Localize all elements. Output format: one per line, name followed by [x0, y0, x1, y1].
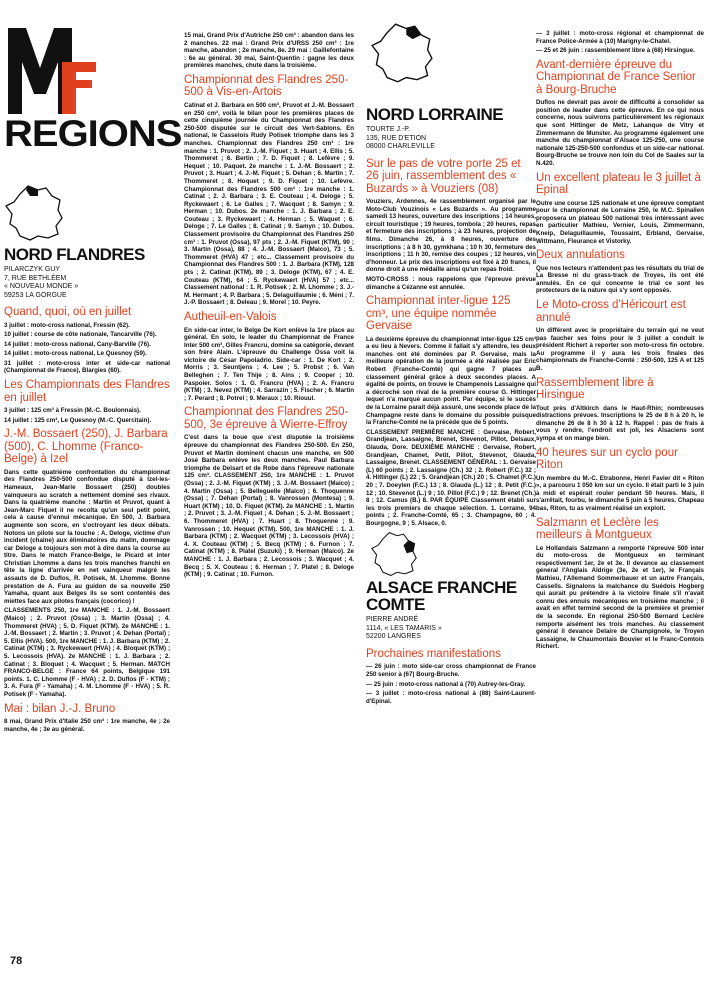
agenda-item: — 3 juillet : moto-cross régional et championnat de France Police-Armée à (10) Marigny-le-Chatel.: [536, 30, 704, 45]
article-body: Outre une course 125 nationale et une épreuve comptant pour le championnat de Lorraine 250, le M.C. Spinalien proposera un plateau 500 national très intéressant avec en particulier Mathieu, Vernier, Louis, Zimmermann, Kneip, Delaguillaumie, Toussaint, Erbland, Gervaise, Wittmann, Fleurance et Vistorky.: [536, 199, 704, 245]
agenda-item: — 26 juin : moto side-car cross championnat de France 250 senior à (67) Bourg-Bruche.: [366, 663, 536, 679]
headline: Autheuil-en-Valois: [184, 311, 277, 323]
address-line: PIERRE ANDRÉ: [366, 616, 419, 624]
agenda-item: 14 juillet : moto-cross national, Cany-Barville (76).: [4, 340, 151, 348]
region-title-nord-lorraine: NORD LORRAINE: [366, 105, 504, 124]
headline: Avant-dernière épreuve du Championnat de France Senior à Bourg-Bruche: [536, 58, 696, 96]
france-map-lorraine: [366, 18, 536, 104]
headline: Championnat inter-ligue 125 cm³, une équipe nommée Gervaise: [366, 295, 511, 333]
address-line: « NOUVEAU MONDE »: [4, 283, 79, 290]
agenda-item: — 25 juin : moto-cross national à (70) Autrey-les-Gray.: [366, 680, 526, 688]
address-line: 1114, « LES TAMARIS »: [366, 624, 442, 632]
address-line: TOURTE J.-P.: [366, 126, 410, 133]
regions-title: REGIONS: [4, 113, 182, 155]
column-2: [184, 32, 354, 581]
agenda-item: 14 juillet : 125 cm³, Le Quesnoy (M.-C. Quercitain).: [4, 416, 152, 424]
headline: 40 heures sur un cyclo pour Riton: [536, 446, 678, 472]
headline: Le Moto-cross d'Héricourt est annulé: [536, 299, 686, 324]
agenda-item: 10 juillet : course de côte nationale, Tancarville (76).: [4, 331, 157, 339]
article-body: MOTO-CROSS : nous rappelons que l'épreuve prévue dimanche à Cézanne est annulée.: [366, 275, 536, 291]
agenda-item: 3 juillet : moto-cross national, Fressin (62).: [4, 321, 130, 329]
article-body: La deuxième épreuve du championnat inter-ligue 125 cm³ a eu lieu à Nevers. Comme il fallait s'y attendre, les deux manches ont été dominées par P. Gervaise, mais la meilleure opération de la journée a été réalisée par Eric Robert (Franche-Comté) qui gagne 7 places au classement général grâce à deux secondes places. A égalité de points, on trouve le Champenois Lassaigne qui a décroché son rival de la première course G. Hittinger lequel n'a marqué aucun point. Par équipe, si le succès de la Lorraine parait déjà assuré, une seconde place de la Champagne reste dans le domaine du possible puisque la Franche-Comté ne la précède que de 5 points.: [366, 335, 536, 427]
agenda-item: 3 juillet : 125 cm³ à Fressin (M.-C. Boulonnais).: [4, 407, 141, 415]
article-body: En side-car inter, le Belge De Kort enlève la 1re place au général. En solo, le leader du Championnat de France Inter 500 cm³, Gilles Francru, domine sa catégorie, devant son frère Alain. L'épreuve du Challenge Ossa voit la victoire de César Papoladrio. Side-car : 1. De Kort ; 2. Morris ; 3. Seuntjens ; 4. Lee ; 5. Probst ; 6. Van Belleghen ; 7. Ten Thije ; 8. Ains ; 9. Cooper ; 10. Paspoier. Solos : 1. G. Francru (HVA) ; 2. A. Francru (KTM) ; 3. Nevez (KTM) ; 4. Sarrazin ; 5. Fischer ; 6. Martin ; 7. Perard ; 8. Potrel ; 9. Meraux ; 10. Riouul.: [184, 326, 354, 402]
agenda-item: — 25 et 26 juin : rassemblement libre à (68) Hirsingue.: [536, 47, 695, 55]
article-body: Vouziers, Ardennes, 4e rassemblement organisé par le Moto-Club Vouzinois « Les Buzards ». Au programme samedi 13 heures, ouverture des inscriptions ; 14 heures, circuit touristique ; 19 heures, tombola ; 20 heures, repas et fermeture des inscriptions ; à 23 heures, projection de films. Dimanche 26, à 8 heures, ouverture des inscriptions ; à 8 h 30, gymkhana ; 10 h 30, fermeture des inscriptions ; 11 h 30, remise des coupes ; 12 heures, vin d'honneur. Le prix des inscriptions est fixé à 20 francs, il donne droit à une médaille ainsi qu'un repas froid.: [366, 198, 536, 274]
results-list: CLASSEMENT PREMIÈRE MANCHE : Gervaise, Robert, Grandjean, Lassaigne, Brenet, Stevenot, Pillot, Delsaux, Glauda, Dore. DEUXIÈME MANCHE : Gervaise, Robert, Grandjean, Chamet, Petit, Pillot, Stevenot, Glauda, Lassaigne, Brenet. CLASSEMENT GÉNÉRAL : 1. Gervaise (L) 60 points ; 2. Lassaigne (Ch.) 32 ; 2. Robert (F.C.) 32 ; 4. Hittinger (L) 22 ; 5. Grandjean (Ch.) 20 ; 5. Chamet (F.C.) 20 ; 7. Doeylen (F.C.) 13 ; 8. Glauda (L.) 12 ; 8. Petit (F.C.) 12 ; 10. Stevenot (L.) 9 ; 10. Pillot (F.C.) 9 ; 12. Brenet (Ch.) 8 ; 12. Camus (B.) 8. PAR ÉQUIPE Classement établi sur les trois premiers de chaque sélection. 1. Lorraine, 94 points ; 2. Franche-Comté, 65 ; 3. Champagne, 60 ; 4. Bourgogne, 9 ; 5. Alsace, 0.: [366, 428, 536, 527]
address-line: 52200 LANGRES: [366, 633, 421, 641]
region-title-alsace: ALSACE FRANCHE COMTE: [366, 578, 517, 615]
agenda-item: 14 juillet : moto-cross national, Le Quesnoy (59).: [4, 350, 147, 358]
headline: Deux annulations: [536, 249, 625, 262]
article-body: Catinat et J. Barbara en 500 cm³, Pruvot et J.-M. Bossaert en 250 cm³, voilà le bilan pour les premières places de cette cinquième journée du Championnat des Flandres 250-500 disputée sur le circuit des Vert-Sablons. En national, le Casselois Rudy Potisek triomphe dans les 3 manches. Championnat des Flandres 250 cm³ : 1re manche : 1. Pruvot ; 2. J.-M. Fiquet ; 3. Huart ; 4. Ellis ; 5. Thommeret ; 6. Bertin ; 7. D. Fiquet ; 8. Lefèvre ; 9. Hequet ; 10. Paquet. 2e manche : 1. J.-M. Bossaert ; 2. Pruvot ; 3. Huart ; 4. J.-M. Fiquet ; 5. Dehan ; 6. Martin ; 7. Thommeret ; 8. Hoquet ; 9. D. Fiquet ; 10. Lefèvre. Championnat des Flandres 500 cm³ : 1re manche : 1. Catinat ; 2. J. Barbara ; 3. E. Couteau ; 4. Deloge ; 5. Ryckewaert ; 6. Le Galles ; 7. Wacquet ; 8. Samyn ; 9. Herman ; 10. Dubos. 2e manche : 1. J. Barbara ; 2. E. Couteau ; 3. Ryckewaert ; 4. Herman ; 5. Waquet ; 6. Deloge ; 7. Le Galles ; 8. Catinat ; 9. Samyn ; 10. Dubos. Classement provisoire du Championnat des Flandres 250 cm³ : 1. Pruvot (Ossa), 97 pts ; 2. J.-M. Fiquet (KTM), 90 ; 3. Martin (Ossa), 88 ; 4. J.-M. Bossaert (Maico), 73 ; 5. Thommeret (HVA) 47 ; etc... Classement provisoire du Championnat des Flandres 500 : 1. J. Barbara (KTM), 128 pts ; 2. Catinat (KTM), 89 ; 3. Deloge (KTM), 67 ; 4. E. Couteau (KTM), 64 ; 5. Ryckewaert (HVA) 57 ; etc... Classement national : 1. R. Potisek ; 2. M. Lhomme ; 3. J.-M. Hermant ; 4. P. Barbara ; 5. Delaguillaumie ; 6. Méni ; 7. J.-P. Bossaert ; 8. Deleau ; 9. Morel ; 10. Peyre.: [184, 101, 354, 307]
article-body: 15 mai, Grand Prix d'Autriche 250 cm³ : abandon dans les 2 manches. 22 mai : Grand Prix d'URSS 250 cm³ : 1re manche, abandon ; 2e manche, 8e. 29 mai : Gaillefontaine : 6e au général. 30 mai, Saint-Quentin : gagne les deux premières manches, chute dans la troisième.: [184, 32, 354, 70]
region-title-nord-flandres: NORD FLANDRES: [4, 245, 145, 264]
column-3: [366, 0, 536, 707]
mf-logo-icon: [6, 22, 98, 118]
correspondent-address: [4, 266, 170, 300]
address-line: 7, RUE BETHLÉEM: [4, 274, 67, 282]
results-list: CLASSEMENTS 250, 1re MANCHE : 1. J.-M. Bossaert (Maico) ; 2. Pruvot (Ossa) ; 3. Martin (Ossa) ; 4. Thommeret (HVA) ; 5. D. Fiquet (KTM). 2e MANCHE : 1. J.-M. Bossaert ; 2. Martin ; 3. Pruvot ; 4. Dehan (Portal) ; 5. Ellis (HVA). 500, 1re MANCHE : 1. J. Barbara (KTM) ; 2. Catinat (KTM) ; 3. Ryckewaert (HVA) ; 4. Bloquet (KTM) ; 5. Lecossois (HVA). 2e MANCHE : 1. J. Barbara ; 2. Catinat ; 3. Bloquet ; 4. Wacquet ; 5. Herman. MATCH FRANCO-BELGE : France 64 points, Belgique 191 points. 1. C. Lhomme (F - HVA) ; 2. D. Duflos (F - KTM) ; 3. A. Fura (F - Yamaha) ; 4. M. Lhomme (F - HVA) ; 5. R. Potisek (F - Yamaha).: [4, 607, 170, 698]
article-body: C'est dans la boue que s'est disputée la troisième épreuve du championnat des Flandres 250-500. En 250, Pruvot et Martin dominent chacun une manche, en 500 José Barbara enlève les deux manches. Paul Barbara triomphe de Delsart et de Robe dans l'épreuve nationale 125 cm³. CLASSEMENT 250, 1re MANCHE : 1. Pruvot (Ossa) ; 2. J.-M. Fiquet (KTM) ; 3. J.-M. Bossaert (Maico) ; 4. Martin (Ossa) ; 5. Belleguelle (Maico) ; 6. Thoquenne (Ossa) ; 7. Dehan (Portal) ; 8. Vanrossen (Montesa) ; 9. Huart (KTM) ; 10. D. Fiquet (KTM). 2e MANCHE : 1. Martin ; 2. Pruvot ; 3. J.-M. Fiquet ; 4. Dehan ; 5. J.-M. Bossaert ; 6. Thommeret (HVA) ; 7. Huart ; 8. Thoquenne ; 9. Vanrossen ; 10. Hequet (KTM). 500, 1re MANCHE : 1. J. Barbara (KTM) ; 2. Wacquet (KTM) ; 3. Lecossois (HVA) ; 4. X. Couteau (KTM) ; 5. Becq (KTM) ; 6. Furnon ; 7. Catinat (KTM) ; 8. Platel (Suzuki) ; 9. Herman (Maico). 2e MANCHE : 1. J. Barbara ; 2. Lecossois ; 3. Wacquet ; 4. Becq ; 5. X. Couteau ; 6. Herman ; 7. Platel ; 8. Deloge (KTM) ; 9. Catinat ; 10. Furnon.: [184, 434, 354, 579]
page-number: 78: [10, 955, 23, 967]
address-line: 135, RUE D'ETION: [366, 134, 427, 142]
address-line: 59253 LA GORGUE: [4, 291, 67, 299]
france-map-nord: [4, 184, 170, 244]
article-body: Le Hollandais Salzmann a remporté l'épreuve 500 inter du moto-cross de Montgueux en terminant respectivement 1er, 2e et 3e. Il devance au classement général l'Anglais Aldrige (3e, 2e et 1er), le Français Mathieu, l'Allemand Sommerbauer et un autre Français, Cassells. Signalons la malchance du Suédois Hogberg qui aurait pu prétendre à la victoire finale s'il n'avait connu des ennuis mécaniques en troisième manche ; il avait en effet terminé second de la première et premier de la seconde. En régional 250-500 Bernard Leclère remporte aisément les trois manches. Au classement général il devance Delaire de Champignole, le Troyen Lassaigne, le Chaumontais Bouvier et le Franc-Comtois Richert.: [536, 544, 704, 651]
article-body: Un différent avec le propriétaire du terrain qui ne veut pas faucher ses foins pour le 3 juillet a conduit le président Richert à reporter son moto-cross fin octobre. Au programme il y aura les trois finales des championnats de Franche-Comté : 250-500, 125 A et 125 B.: [536, 327, 704, 373]
headline: J.-M. Bossaert (250), J. Barbara (500), C. Lhomme (Franco-Belge) à Izel: [4, 428, 168, 466]
headline: Championnat des Flandres 250-500, 3e épreuve à Wierre-Effroy: [184, 406, 349, 431]
headline: Quand, quoi, où en juillet: [4, 306, 132, 318]
article-body: Tout près d'Altkirch dans le Haut-Rhin; nombreuses distractions prévues. Inscriptions le 25 de 8 h à 20 h, le dimanche 26 de 8 h 30 à 12 h. Rappel : pas de frais à vous y rendre, l'endroit est joli, les Alsaciens sont sympa et on mange bien.: [536, 404, 704, 442]
france-map-alsace: [366, 529, 536, 577]
address-line: PILARCZYK GUY: [4, 266, 61, 273]
regions-logo: [4, 22, 182, 155]
headline: Les Championnats des Flandres en juillet: [4, 379, 170, 404]
article-body: Que nos lecteurs n'attendent pas les résultats du trial de La Bresse ni du grass-track de Troyes, ils ont été annulés. En ce qui concerne le trial ce sont les protecteurs de la nature qui s'y sont opposés.: [536, 264, 704, 295]
headline: Championnat des Flandres 250-500 à Vis-en-Artois: [184, 73, 349, 99]
article-body: Duflos ne devrait pas avoir de difficulté à consolider sa position de leader dans cette épreuve. En ce qui nous concerne, nous suivrons particulièrement les régionaux que sont Hittinger de Metz, Lahanque de Vitry et Zimmermann de Munster. Au programme également une manche du championnat d'Alsace 125-250, une course nationale 125-250-500 confondus et un side-car national. Bourg-Bruche se trouve non loin du Col de Saales sur la N.420.: [536, 99, 704, 168]
article-body: Dans cette quatrième confrontation du championnat des Flandres 250-500 confondue disputé à Izel-les-Hameaux, Jean-Marie Bossaert (250) doubles vainqueurs au scratch a nettement dominé ses rivaux. Dans la quatrième manche : Martin et Pruvot, quant à Jean-Marc Fiquet il ne recolta qu'un seul petit point, cela à cause d'ennui mécanique. En 500, J. Barbara augmente son score, en s'octroyant les deux débats. Notons un pilote sur la touche : A. Deloge, victime d'un incident (chaîne) aux éliminatoires du matin, dommage car Deloge a toujours son mot à dire dans la course au titre. Dans le match Franco-Belge, le Picard et inter Christian Lhomme a dans les trois manches franchi en tête la ligne d'arrivée en net vainqueur malgré les assauts de D. Duflos, R. Potisek, M. Lhomme. Bonne prestation de A. Fura au guidon de sa nouvelle 250 Yamaha, quant aux Belges ils se sont contentés des miettes face aux pilotes français (cocorico) !: [4, 468, 170, 605]
headline: Mai : bilan J.-J. Bruno: [4, 702, 116, 715]
headline: Prochaines manifestations: [366, 647, 501, 660]
article-body: Un membre du M.-C. Etrabonne, Henri Favier dit « Riton », a parcouru 1 050 km sur un cyclo. Il était parti le 3 juin à midi et espérait rouler pendant 50 heures. Mais, il s'arrêtait, fourbu, le dimanche 5 juin à 5 heures. Chapeau bas, Riton, tu as vraiment réalisé un exploit.: [536, 474, 704, 512]
headline: Un excellent plateau le 3 juillet à Epinal: [536, 171, 701, 197]
headline: Rassemblement libre à Hirsingue: [536, 376, 654, 402]
agenda-item: — 3 juillet : moto-cross national à (88) Saint-Laurent-d'Epinal.: [366, 690, 536, 705]
headline: Sur le pas de votre porte 25 et 26 juin, rassemblement des « Buzards » à Vouziers (08): [366, 157, 521, 195]
headline: Salzmann et Leclère les meilleurs à Montgueux: [536, 516, 659, 542]
correspondent-address: [366, 126, 536, 152]
correspondent-address: [366, 616, 536, 642]
address-line: 08000 CHARLEVILLE: [366, 143, 435, 150]
column-4: [536, 30, 704, 653]
agenda-item: 31 juillet : moto-cross inter et side-car national (Championnat de France), Blargies (60).: [4, 359, 170, 375]
article-body: 8 mai, Grand Prix d'Italie 250 cm³ : 1re manche, 4e ; 2e manche, 4e ; 3e au général.: [4, 718, 170, 733]
column-1: [4, 0, 182, 735]
